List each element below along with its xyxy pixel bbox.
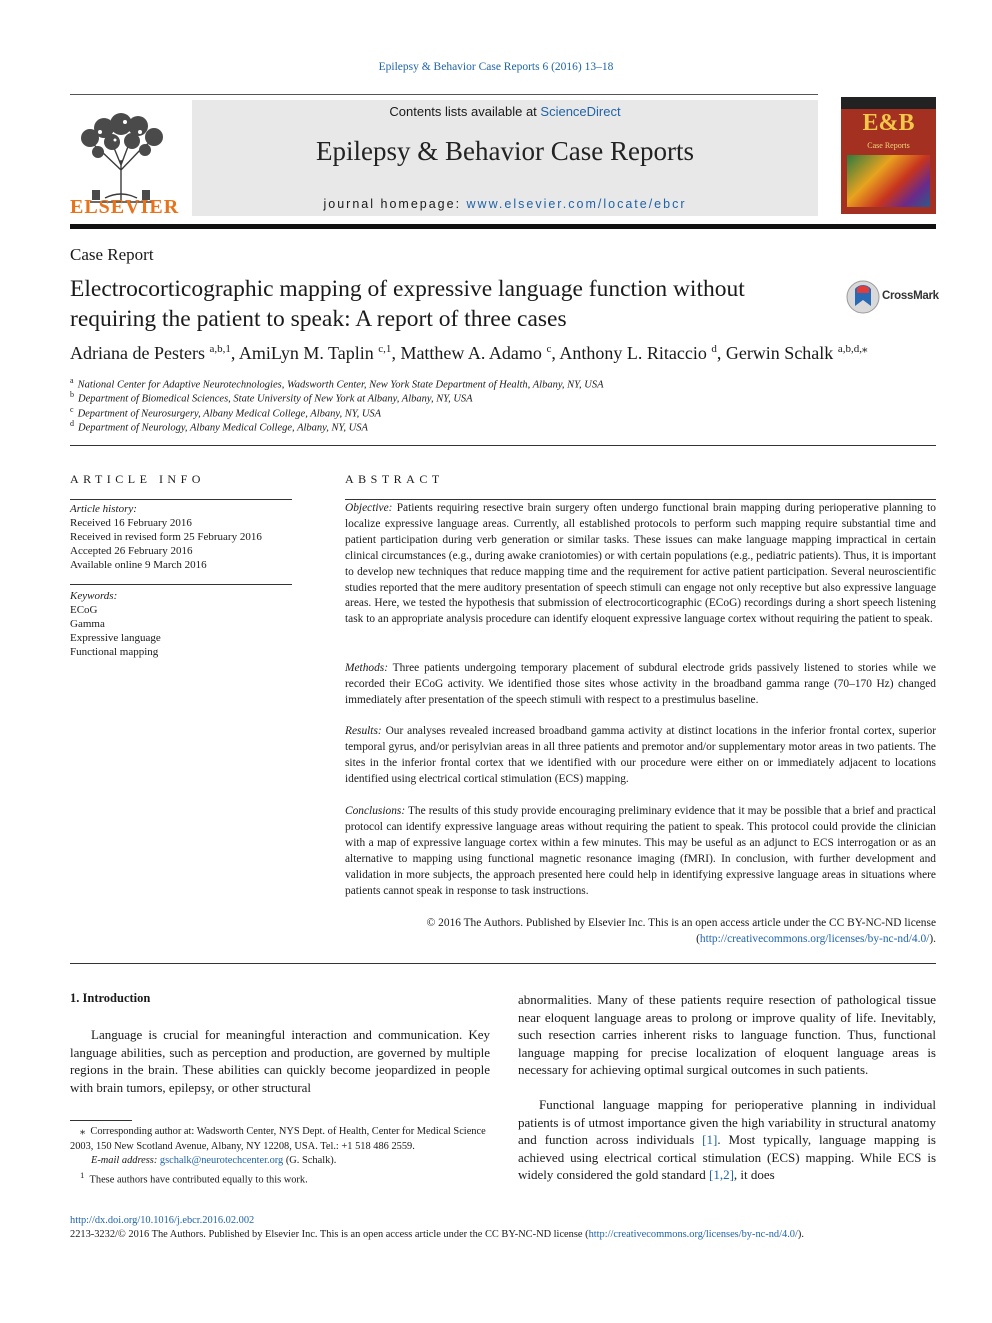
results-text: Our analyses revealed increased broadband gamma activity at distinct locations in the inferior frontal cortex, superior temporal gyrus, and/or perisylvian areas in all three patients and premotor and/or supplementary motor areas in two patients. The sites in the inferior frontal cortex that we identified with our procedure were either on or immediately adjacent to locations identified using electrical cortical stimulation (ECS) mapping. (345, 725, 936, 785)
history-label: Article history: (70, 503, 137, 515)
header-thick-rule (70, 224, 936, 229)
affiliation-c: $^c$ Department of Neurosurgery, Albany Medical College, Albany, NY, USA (70, 405, 382, 420)
methods-text: Three patients undergoing temporary placement of subdural electrode grids passively listened to stories while we recorded their ECoG activity. We identified those sites whose activity in the broadband gamma range (70–170 Hz) changed immediately after presentation of the speech stimuli with respect to a prestimulus baseline. (345, 662, 936, 706)
abstract-results (345, 724, 936, 788)
intro-paragraph-2: Functional language mapping for perioperative planning in individual patients is of utmost importance given the high variability in structural anatomy and function across individuals [1]. Most typically, language mapping is achieved using electrical cortical stimulation (ECS) mapping. While ECS is widely considered the gold standard [1,2], it does (518, 1097, 936, 1183)
author-2[interactable]: AmiLyn M. Taplin $^{c,1}$ (238, 343, 392, 363)
objective-text: Patients requiring resective brain surgery often undergo functional brain mapping during perioperative planning to localize expressive language areas. Currently, all established protocols to perform such mapping require substantial time and patient participation during verb generation or similar tasks. These issues can make language mapping impractical in certain clinical circumstances (e.g., during awake craniotomies) or with certain populations (e.g., pediatric patients). Thus, it is important to develop new techniques that reduce mapping time and the requirement for active patient participation. Several neuroscientific studies reported that the mere auditory presentation of speech stimuli can engage not only receptive but also expressive language areas. Here, we tested the hypothesis that submission of electrocorticographic (ECoG) recordings during a short speech listening task to an appropriate analysis procedure can identify eloquent expressive language cortex without requiring the patient to speak. (345, 502, 936, 626)
intro-heading: 1. Introduction (70, 991, 151, 1005)
copyright-text: © 2016 The Authors. Published by Elsevier Inc. This is an open access article under the CC BY-NC-ND license (426, 917, 936, 929)
affiliation-d: $^d$ Department of Neurology, Albany Medical College, Albany, NY, USA (70, 419, 368, 434)
section-rule (70, 445, 936, 446)
crossmark-label[interactable]: CrossMark (882, 290, 939, 302)
contents-prefix: Contents lists available at (389, 104, 541, 119)
author-4[interactable]: Anthony L. Ritaccio $^d$ (559, 343, 717, 363)
abstract-heading: ABSTRACT (345, 472, 444, 486)
contents-line (192, 104, 818, 119)
history-online: Available online 9 March 2016 (70, 559, 207, 571)
author-1[interactable]: Adriana de Pesters $^{a,b,1}$ (70, 343, 231, 363)
homepage-prefix: journal homepage: (323, 197, 467, 211)
conclusions-label: Conclusions: (345, 805, 406, 817)
footnote-equal-contribution: $^1$ These authors have contributed equally to this work. (80, 1170, 308, 1186)
author-list: Adriana de Pesters $^{a,b,1}$, AmiLyn M. Taplin $^{c,1}$, Matthew A. Adamo $^c$, Anthony L. Ritaccio $^d$, Gerwin Schalk $^{a,b,d,⁎}$ (70, 343, 868, 363)
article-title: Electrocorticographic mapping of expressive language function without requiring the patient to speak: A report of three cases (70, 276, 745, 332)
affiliation-a: $^a$ National Center for Adaptive Neurotechnologies, Wadsworth Center, New York State Department of Health, Albany, NY, USA (70, 376, 604, 391)
cover-artwork (847, 155, 930, 207)
elsevier-wordmark: ELSEVIER (70, 196, 180, 218)
footnote-email: E-mail address: gschalk@neurotechcenter.org (G. Schalk). (91, 1155, 337, 1166)
journal-cover[interactable] (841, 97, 936, 214)
crossmark-icon[interactable] (846, 280, 880, 314)
methods-label: Methods: (345, 662, 389, 674)
header-top-rule (70, 94, 818, 95)
history-received: Received 16 February 2016 (70, 517, 192, 529)
abstract-copyright: © 2016 The Authors. Published by Elsevier Inc. This is an open access article under the CC BY-NC-ND license (http://creativecommons.org/licenses/by-nc-nd/4.0/). (426, 917, 936, 945)
keywords-rule (70, 584, 292, 585)
running-header[interactable]: Epilepsy & Behavior Case Reports 6 (2016) 13–18 (378, 61, 614, 73)
cover-title: E&B (862, 110, 915, 136)
objective-label: Objective: (345, 502, 393, 514)
footnote-rule (70, 1120, 132, 1121)
author-3[interactable]: Matthew A. Adamo $^c$ (400, 343, 552, 363)
homepage-link[interactable]: www.elsevier.com/locate/ebcr (466, 197, 687, 211)
abstract-methods (345, 661, 936, 709)
license-link[interactable]: http://creativecommons.org/licenses/by-nc-nd/4.0/ (699, 932, 930, 945)
sciencedirect-link[interactable]: ScienceDirect (540, 104, 621, 119)
intro-paragraph-1-cont: abnormalities. Many of these patients require resection of pathological tissue near eloquent language areas to prolong or improve quality of life. Inevitably, such resection carries inherent risks to language function. Thus, functional language mapping for precise localization of eloquent language areas is necessary for achieving optimal surgical outcomes in such patients. (518, 992, 936, 1078)
cover-subtitle: Case Reports (867, 141, 910, 150)
history-revised: Received in revised form 25 February 2016 (70, 531, 262, 543)
doi-link[interactable]: http://dx.doi.org/10.1016/j.ebcr.2016.02.002 (70, 1215, 255, 1226)
citation-1-2[interactable]: [1,2] (708, 1167, 734, 1183)
homepage-line (192, 197, 818, 211)
keywords-label: Keywords: (70, 590, 118, 602)
abstract-bottom-rule (70, 963, 936, 964)
article-type: Case Report (70, 245, 154, 264)
abstract-objective (345, 501, 936, 628)
email-link[interactable]: gschalk@neurotechcenter.org (159, 1155, 284, 1166)
intro-paragraph-1: Language is crucial for meaningful interaction and communication. Key language abilities, such as perception and production, are governed by multiple regions in the brain. These abilities can quickly become jeopardized in people with brain tumors, epilepsy, or other structural (70, 1027, 490, 1095)
abstract-rule (345, 499, 936, 500)
author-5[interactable]: Gerwin Schalk $^{a,b,d,⁎}$ (725, 343, 868, 363)
footer-license: 2213-3232/© 2016 The Authors. Published by Elsevier Inc. This is an open access article under the CC BY-NC-ND license (http://creativecommons.org/licenses/by-nc-nd/4.0/). (70, 1229, 804, 1240)
cover-top-strip (841, 97, 936, 109)
abstract-conclusions (345, 804, 936, 899)
conclusions-text: The results of this study provide encouraging preliminary evidence that it may be possible that a brief and practical protocol can identify expressive language areas without requiring the patient to speak. This protocol could provide the clinician with a map of expressive language cortex within a few minutes. This may be useful as an adjunct to ECS interrogation or as an alternative to mapping using functional magnetic resonance imaging (fMRI). In conclusion, with further development and validation in more subjects, the approach presented here could help in identifying expressive language areas in situations where patients cannot speak in response to task instructions. (345, 805, 936, 897)
article-info-rule (70, 499, 292, 500)
citation-1[interactable]: [1] (702, 1132, 718, 1148)
results-label: Results: (345, 725, 382, 737)
footnote-corresponding: ⁎ Corresponding author at: Wadsworth Center, NYS Dept. of Health, Center for Medical Science 2003, 150 New Scotland Avenue, Albany, NY 12208, USA. Tel.: +1 518 486 2559. (70, 1126, 486, 1152)
keyword-4: Functional mapping (70, 646, 159, 658)
footer-license-link[interactable]: http://creativecommons.org/licenses/by-nc-nd/4.0/ (588, 1229, 798, 1240)
article-info-heading: ARTICLE INFO (70, 472, 205, 486)
history-accepted: Accepted 26 February 2016 (70, 545, 193, 557)
affiliation-b: $^b$ Department of Biomedical Sciences, State University of New York at Albany, Albany, NY, USA (70, 390, 473, 405)
journal-title: Epilepsy & Behavior Case Reports (316, 136, 694, 166)
keyword-1: ECoG (70, 604, 98, 616)
keyword-2: Gamma (70, 618, 105, 630)
keyword-3: Expressive language (70, 632, 161, 644)
